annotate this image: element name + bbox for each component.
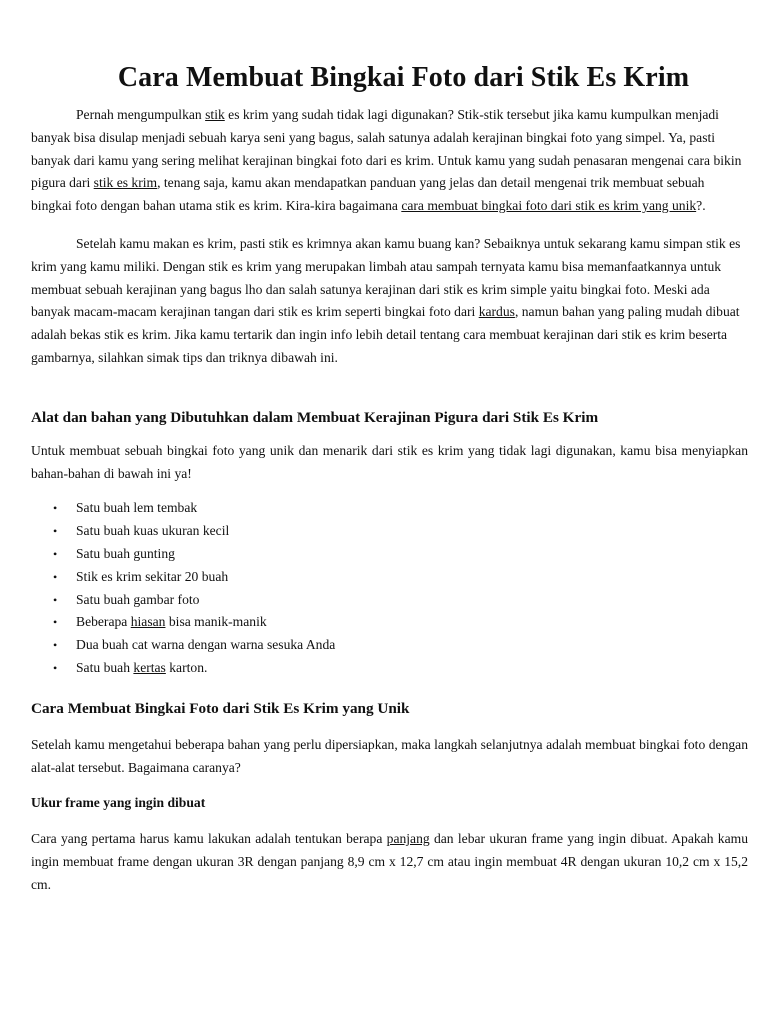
intro-paragraph — [31, 104, 748, 218]
list-item — [53, 634, 748, 657]
intro-text-1: Pernah mengumpulkan — [76, 107, 206, 122]
intro-text-4: ?. — [696, 198, 706, 214]
list-item — [53, 543, 748, 566]
list-item — [53, 657, 748, 680]
measure-paragraph — [31, 828, 748, 896]
intro-text-2: es krim yang sudah tidak lagi digunakan? Stik-stik tersebut jika kamu kumpulkan menjadi banyak bisa disulap menjadi sebuah karya seni yang bagus, salah satunya adalah kerajinan bingkai foto yang simpel. Ya, pasti banyak dari kamu yang sering melihat kerajinan bingkai foto dari es krim. Untuk kamu yang sudah penasaran mengenai cara bikin pigura dari — [31, 107, 742, 191]
list-item-text: Satu buah lem tembak — [76, 500, 198, 516]
list-item-text: Satu buah kuas ukuran kecil — [76, 523, 230, 539]
link-cara-membuat-bingkai[interactable]: cara membuat bingkai foto dari stik es krim yang unik — [401, 198, 697, 214]
bullet-icon: • — [53, 546, 58, 561]
list-item — [53, 497, 748, 520]
link-stik[interactable]: stik — [205, 107, 225, 122]
bullet-icon: • — [53, 592, 58, 607]
bullet-icon: • — [53, 660, 58, 675]
link-stik-es-krim[interactable]: stik es krim — [93, 175, 158, 191]
list-item — [53, 611, 748, 634]
subheading-measure-frame: Ukur frame yang ingin dibuat — [31, 795, 206, 811]
section-heading-tools: Alat dan bahan yang Dibutuhkan dalam Membuat Kerajinan Pigura dari Stik Es Krim — [31, 408, 599, 426]
list-item-text: Beberapa — [76, 614, 131, 630]
list-item — [53, 589, 748, 612]
bullet-icon: • — [53, 569, 58, 584]
second-text-1: Setelah kamu makan es krim, pasti stik es krimnya akan kamu buang kan? Sebaiknya untuk sekarang kamu simpan stik es krim yang kamu miliki. Dengan stik es krim yang merupakan limbah atau sampah ternyata kamu bisa memanfaatkannya untuk membuat sebuah kerajinan yang bagus lho dan salah satunya kerajinan dari stik es krim simple yaitu bingkai foto. Meski ada banyak macam-macam kerajinan tangan dari stik es krim seperti bingkai foto dari — [31, 235, 741, 320]
materials-list — [31, 497, 748, 679]
section-heading-steps: Cara Membuat Bingkai Foto dari Stik Es Krim yang Unik — [31, 699, 410, 717]
intro-text-3: , tenang saja, kamu akan mendapatkan panduan yang jelas dan detail mengenai trik membuat sebuah bingkai foto dengan bahan utama stik es krim. Kira-kira bagaimana — [31, 175, 705, 214]
link-kardus[interactable]: kardus — [478, 304, 515, 320]
list-item-text: karton. — [165, 659, 208, 675]
tools-intro-paragraph: Untuk membuat sebuah bingkai foto yang unik dan menarik dari stik es krim yang tidak lagi digunakan, kamu bisa menyiapkan bahan-bahan di bawah ini ya! — [31, 442, 748, 481]
list-item-text: bisa manik-manik — [165, 614, 267, 630]
list-item-text: Satu buah gambar foto — [76, 591, 200, 607]
list-item — [53, 566, 748, 589]
second-text-2: , namun bahan yang paling mudah dibuat adalah bekas stik es krim. Jika kamu tertarik dan ingin info lebih detail tentang cara membuat kerajinan dari stik es krim beserta gambarnya, silahkan simak tips dan triknya dibawah ini. — [31, 304, 740, 365]
list-item-text: Satu buah — [76, 659, 134, 675]
list-item-text: Satu buah gunting — [76, 545, 175, 561]
list-item-text: Dua buah cat warna dengan warna sesuka Anda — [76, 637, 336, 653]
list-item-text: Stik es krim sekitar 20 buah — [76, 568, 229, 584]
link-hiasan[interactable]: hiasan — [130, 614, 166, 630]
measure-text-2: dan lebar ukuran frame yang ingin dibuat. Apakah kamu ingin membuat frame dengan ukuran 3R dengan panjang 8,9 cm x 12,7 cm atau ingin membuat 4R dengan ukuran 10,2 cm x 15,2 cm. — [31, 831, 748, 892]
link-kertas[interactable]: kertas — [133, 659, 166, 675]
bullet-icon: • — [53, 615, 58, 630]
document-title: Cara Membuat Bingkai Foto dari Stik Es Krim — [117, 62, 690, 93]
second-paragraph — [31, 233, 748, 370]
steps-intro-paragraph: Setelah kamu mengetahui beberapa bahan yang perlu dipersiapkan, maka langkah selanjutnya adalah membuat bingkai foto dengan alat-alat tersebut. Bagaimana caranya? — [31, 736, 748, 775]
measure-text-1: Cara yang pertama harus kamu lakukan adalah tentukan berapa — [31, 831, 387, 847]
bullet-icon: • — [53, 501, 58, 516]
bullet-icon: • — [53, 638, 58, 653]
link-panjang[interactable]: panjang — [386, 831, 430, 847]
list-item — [53, 520, 748, 543]
bullet-icon: • — [53, 524, 58, 539]
